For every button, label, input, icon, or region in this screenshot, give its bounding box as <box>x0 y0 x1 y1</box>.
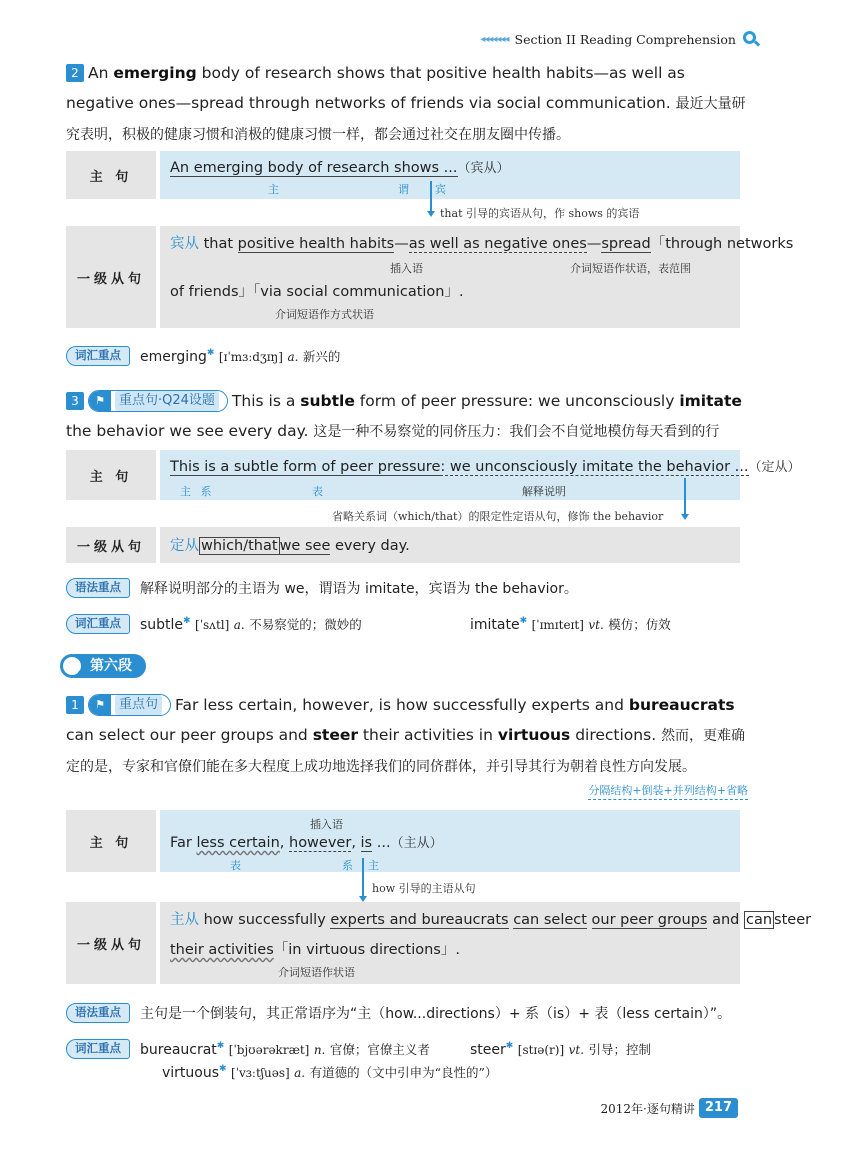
key-sentence-tag: ⚑ 重点句·Q24设题 <box>88 390 228 412</box>
mark-predicative: 表 <box>230 859 241 872</box>
sub-clause-cell <box>160 226 794 328</box>
clause-object: their activities <box>170 942 274 958</box>
arrow-line <box>684 478 686 514</box>
manner-note: 介词短语作方式状语 <box>275 308 374 321</box>
vocab-pos: a. <box>287 350 299 364</box>
vocab-row <box>66 614 756 634</box>
clause-type: （宾从） <box>457 161 510 176</box>
main-sentence: This is a subtle form of peer pressure <box>170 459 441 475</box>
vocab-tag: 词汇重点 <box>66 1039 130 1059</box>
main-sentence: An emerging body of research shows ... <box>170 160 458 176</box>
section-label: 第六段 <box>74 654 146 678</box>
clause-text: that <box>199 236 238 252</box>
mark-predicate: 谓 <box>398 183 409 196</box>
vocab-pos: a. <box>233 618 245 632</box>
keyword: imitate <box>679 392 742 410</box>
magnifier-icon <box>60 654 84 678</box>
main-clause-label: 主 句 <box>66 151 156 199</box>
inserted-word: however <box>289 835 352 851</box>
vocab-phonetic: [ˈsʌtl] <box>195 618 230 632</box>
vocab-word: steer <box>470 1042 506 1058</box>
vocab-word: virtuous <box>162 1065 220 1081</box>
sub-clause-label: 一级从句 <box>66 527 156 563</box>
sentence-text: An <box>88 64 114 82</box>
omitted-modal: can <box>745 912 773 928</box>
predicative: less certain <box>196 835 280 851</box>
mark-subject: 主 <box>268 183 279 196</box>
vocab-meaning: 新兴的 <box>302 349 341 364</box>
clause-text: — <box>586 236 602 252</box>
clause-text: — <box>394 236 409 252</box>
mark-object: 宾 <box>435 183 446 196</box>
arrow-line <box>430 181 432 211</box>
main-clause-label: 主 句 <box>66 450 156 500</box>
arrow-decoration: ◂◂◂◂◂◂◂ <box>480 33 509 45</box>
keyword: virtuous <box>497 726 571 744</box>
grammar-text: 主句是一个倒装句，其正常语序为“主（how...directions）+ 系（is）+ 表（less certain）”。 <box>140 1006 732 1022</box>
section-title: Section II Reading Comprehension <box>514 31 736 47</box>
structure-note: 分隔结构+倒装+并列结构+省略 <box>588 782 748 800</box>
star-icon: ✱ <box>219 1064 227 1074</box>
vocab-meaning: 有道德的（文中引申为“良性的”） <box>309 1065 498 1080</box>
sentence-text: the behavior we see every day. <box>66 422 309 440</box>
arrow-note: how 引导的主语从句 <box>372 882 476 895</box>
book-title: 2012年·逐句精讲 <box>600 1101 695 1116</box>
mark-subject: 主 <box>368 859 379 872</box>
sentence-text: form of peer pressure: we unconsciously <box>354 392 680 410</box>
grammar-tag: 语法重点 <box>66 1003 130 1023</box>
clause-predicate: steer <box>774 912 812 928</box>
keyword: steer <box>312 726 358 744</box>
main-text: , <box>279 835 289 851</box>
clause-predicate: spread <box>601 236 651 252</box>
main-clause-cell <box>160 810 740 872</box>
vocab-word: bureaucrat <box>140 1042 217 1058</box>
vocab-pos: vt. <box>588 618 604 632</box>
magnifier-icon <box>742 30 760 48</box>
clause-predicate: can select <box>513 912 587 928</box>
arrow-note: 省略关系词（which/that）的限定性定语从句，修饰 the behavior <box>332 510 664 523</box>
clause-tag: 宾从 <box>170 236 199 252</box>
mark-predicative: 表 <box>312 485 323 498</box>
vocab-meaning: 模仿；仿效 <box>608 617 671 632</box>
sentence-text: Far less certain, however, is how successfully experts and <box>175 696 629 714</box>
sentence-translation: 这是一种不易察觉的同侪压力：我们会不自觉地模仿每天看到的行 <box>313 424 720 440</box>
vocab-phonetic: [ˈɪmɪteɪt] <box>531 618 584 632</box>
insert-note: 插入语 <box>390 262 423 275</box>
arrow-head <box>427 211 435 217</box>
main-clause-cell <box>160 450 801 500</box>
vocab-meaning: 不易察觉的；微妙的 <box>249 617 362 632</box>
section-header <box>60 653 146 679</box>
sub-clause-label: 一级从句 <box>66 902 156 984</box>
flag-icon: ⚑ <box>89 391 111 411</box>
arrow-note: that 引导的宾语从句，作 shows 的宾语 <box>440 207 640 220</box>
clause-insert: as well as negative ones <box>408 236 587 252</box>
star-icon: ✱ <box>206 348 215 358</box>
copula: is <box>360 835 373 851</box>
clause-subject: experts and bureaucrats <box>330 912 509 928</box>
sub-clause-label: 一级从句 <box>66 226 156 328</box>
star-icon: ✱ <box>216 1041 225 1051</box>
vocab-word: subtle <box>140 617 184 633</box>
mark-subject-copula: 主 系 <box>180 485 215 498</box>
vocab-tag: 词汇重点 <box>66 614 130 634</box>
sentence-translation: 最近大量研究表明，积极的健康习惯和消极的健康习惯一样，都会通过社交在朋友圈中传播。 <box>66 96 746 143</box>
sentence-6-1 <box>66 690 746 782</box>
keyword: subtle <box>300 392 355 410</box>
vocab-meaning: 引导；控制 <box>588 1042 651 1057</box>
clause-tag: 主从 <box>170 912 199 928</box>
vocab-word: imitate <box>470 617 520 633</box>
explain-note: 解释说明 <box>522 485 566 498</box>
clause-text <box>587 912 592 928</box>
sentence-text: their activities in <box>358 726 498 744</box>
prep-note: 介词短语作状语 <box>278 966 355 979</box>
grammar-text: 解释说明部分的主语为 we，谓语为 imitate，宾语为 the behavior。 <box>140 581 578 597</box>
sub-clause-cell <box>160 902 812 984</box>
clause-type: （主从） <box>390 836 443 851</box>
star-icon: ✱ <box>519 616 528 626</box>
sentence-translation: 然而，更难确定的是，专家和官僚们能在多大程度上成功地选择我们的同侪群体，并引导其行为朝着良性方向发展。 <box>66 728 746 775</box>
main-text: ... <box>372 835 391 851</box>
omitted-relative: which/that <box>201 538 278 554</box>
insert-note: 插入语 <box>310 818 343 831</box>
sentence-number: 3 <box>66 392 84 410</box>
page-header <box>480 28 760 50</box>
vocab-pos: n. <box>313 1043 326 1057</box>
key-sentence-tag: ⚑ 重点句 <box>88 694 171 716</box>
clause-text: 「in virtuous directions」. <box>273 942 460 958</box>
clause-subject-predicate: we see <box>279 538 331 554</box>
main-clause-label: 主 句 <box>66 810 156 872</box>
vocab-pos: vt. <box>568 1043 585 1057</box>
sentence-text: directions. <box>570 726 657 744</box>
vocab-meaning: 官僚；官僚主义者 <box>329 1042 430 1057</box>
sentence-number: 2 <box>66 64 84 82</box>
arrow-head <box>681 514 689 520</box>
grammar-tag: 语法重点 <box>66 578 130 598</box>
clause-text: and <box>707 912 744 928</box>
vocab-row <box>162 1063 852 1081</box>
prep-note: 介词短语作状语，表范围 <box>570 262 691 275</box>
main-text: Far <box>170 835 197 851</box>
star-icon: ✱ <box>183 616 191 626</box>
page-footer <box>601 1098 739 1118</box>
sentence-text: This is a <box>231 392 301 410</box>
flag-icon: ⚑ <box>89 695 111 715</box>
sub-clause-cell <box>160 527 740 563</box>
explain-part: : we unconsciously imitate the behavior ... <box>440 459 749 475</box>
clause-object: our peer groups <box>591 912 708 928</box>
clause-line-2: of friends」「via social communication」. <box>170 284 464 300</box>
vocab-phonetic: [ˈvɜːtʃuəs] <box>231 1066 290 1080</box>
clause-type: （定从） <box>748 460 801 475</box>
keyword: bureaucrats <box>628 696 735 714</box>
vocab-phonetic: [ˈbjʊərəkræt] <box>228 1043 310 1057</box>
sentence-number: 1 <box>66 696 84 714</box>
sentence-text: body of research shows that positive health habits—as well as negative ones—spread through networks of friends via social communication. <box>66 64 685 112</box>
clause-text: 「through networks <box>650 236 794 252</box>
keyword: emerging <box>113 64 197 82</box>
grammar-row <box>66 1003 756 1023</box>
vocab-row <box>66 346 756 366</box>
vocab-tag: 词汇重点 <box>66 346 130 366</box>
sentence-text: can select our peer groups and <box>66 726 313 744</box>
vocab-phonetic: [ɪˈmɜːdʒɪŋ] <box>218 350 283 364</box>
vocab-row <box>66 1039 756 1059</box>
arrow-line <box>362 858 364 896</box>
sentence-2 <box>66 58 746 150</box>
clause-tag: 定从 <box>170 538 199 554</box>
clause-text: how successfully <box>199 912 331 928</box>
page-number: 217 <box>699 1098 738 1118</box>
clause-subject: positive health habits <box>237 236 395 252</box>
clause-text: every day. <box>330 538 410 554</box>
main-text: , <box>351 835 361 851</box>
vocab-word: emerging <box>140 349 207 365</box>
vocab-phonetic: [stɪə(r)] <box>517 1043 565 1057</box>
star-icon: ✱ <box>505 1041 514 1051</box>
mark-copula: 系 <box>342 859 353 872</box>
grammar-row <box>66 578 756 598</box>
main-clause-cell <box>160 151 740 199</box>
vocab-pos: a. <box>294 1066 306 1080</box>
